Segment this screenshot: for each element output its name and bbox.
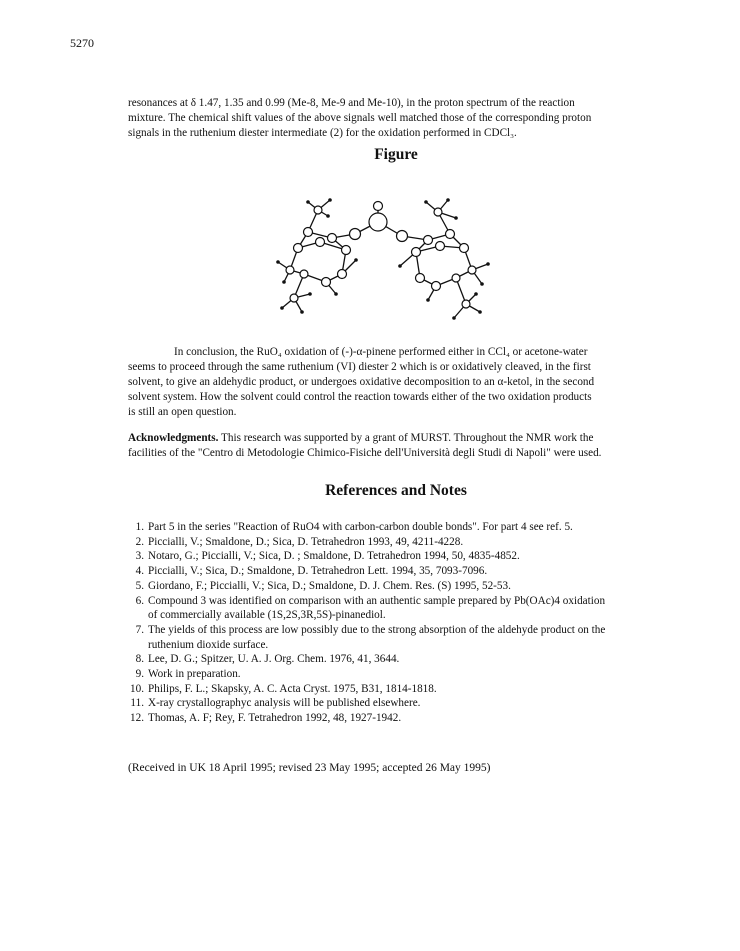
reference-item <box>128 594 668 623</box>
page-number: 5270 <box>70 36 94 50</box>
reference-text: Notaro, G.; Piccialli, V.; Sica, D. ; Smaldone, D. Tetrahedron 1994, 50, 4835-4852. <box>148 550 520 563</box>
reference-number: 11. <box>130 697 144 710</box>
reference-number: 12. <box>130 712 144 725</box>
received-dates: (Received in UK 18 April 1995; revised 23 May 1995; accepted 26 May 1995) <box>128 762 491 774</box>
references-heading: References and Notes <box>325 482 467 499</box>
conclusion-line: solvent system. How the solvent could control the reaction towards either of the two oxidation products <box>128 391 592 403</box>
reference-text: Compound 3 was identified on comparison with an authentic sample prepared by Pb(OAc)4 oxidation of commercially available (1S,2S,3R,5S)-pinanediol. <box>148 594 606 622</box>
conclusion-line: In conclusion, the RuO₄ oxidation of (-)-α-pinene performed either in CCl₄ or acetone-water <box>174 346 588 358</box>
reference-number: 2. <box>135 535 144 548</box>
reference-number: 8. <box>135 653 144 666</box>
intro-paragraph <box>128 96 664 141</box>
reference-number: 10. <box>130 682 144 695</box>
reference-item <box>128 549 668 564</box>
molecular-structure-figure <box>250 182 515 332</box>
conclusion-line: solvent, to give an aldehydic product, or undergoes oxidative decomposition to an α-ketol, in the second <box>128 376 595 388</box>
reference-number: 6. <box>135 594 144 607</box>
reference-item <box>128 652 668 667</box>
acknowledgments-line <box>128 431 664 446</box>
reference-item <box>128 564 668 579</box>
molecule-drawing <box>250 182 515 332</box>
reference-item <box>128 520 668 535</box>
reference-text: The yields of this process are low possibly due to the strong absorption of the aldehyde product on the ruthenium dioxide surface. <box>148 623 606 651</box>
conclusion-line: seems to proceed through the same ruthenium (VI) diester 2 which is or oxidatively cleaved, in the first <box>128 361 591 373</box>
reference-item <box>128 682 668 697</box>
reference-number: 3. <box>135 550 144 563</box>
reference-text: Giordano, F.; Piccialli, V.; Sica, D.; Smaldone, D. J. Chem. Res. (S) 1995, 52-53. <box>148 579 511 592</box>
reference-text: Work in preparation. <box>148 668 241 681</box>
reference-number: 5. <box>135 579 144 592</box>
reference-item <box>128 696 668 711</box>
reference-item <box>128 667 668 682</box>
reference-item <box>128 623 668 652</box>
acknowledgments-line: facilities of the "Centro di Metodologie Chimico-Fisiche dell'Università degli Studi di Napoli" were used. <box>128 447 602 459</box>
acknowledgments-text: This research was supported by a grant of MURST. Throughout the NMR work the <box>218 432 594 444</box>
conclusion-paragraph <box>128 345 664 420</box>
reference-item <box>128 711 668 726</box>
reference-text: Piccialli, V.; Sica, D.; Smaldone, D. Tetrahedron Lett. 1994, 35, 7093-7096. <box>148 565 488 578</box>
reference-text: X-ray crystallographyc analysis will be published elsewhere. <box>148 697 421 710</box>
reference-text: Part 5 in the series "Reaction of RuO4 with carbon-carbon double bonds". For part 4 see ref. 5. <box>148 521 573 533</box>
reference-text: Thomas, A. F; Rey, F. Tetrahedron 1992, 48, 1927-1942. <box>148 712 402 725</box>
intro-line: signals in the ruthenium diester intermediate (2) for the oxidation performed in CDCl₃. <box>128 127 517 139</box>
reference-text: Piccialli, V.; Smaldone, D.; Sica, D. Tetrahedron 1993, 49, 4211-4228. <box>148 535 464 548</box>
intro-line: mixture. The chemical shift values of the above signals well matched those of the corresponding proton <box>128 112 592 124</box>
references-list <box>128 520 668 726</box>
reference-item <box>128 535 668 550</box>
conclusion-line: is still an open question. <box>128 406 237 418</box>
reference-text: Lee, D. G.; Spitzer, U. A. J. Org. Chem. 1976, 41, 3644. <box>148 653 400 666</box>
reference-number: 9. <box>135 668 144 681</box>
acknowledgments-label: Acknowledgments. <box>128 432 219 444</box>
acknowledgments-paragraph <box>128 431 664 461</box>
intro-line: resonances at δ 1.47, 1.35 and 0.99 (Me-8, Me-9 and Me-10), in the proton spectrum of the reaction <box>128 97 575 109</box>
reference-text: Philips, F. L.; Skapsky, A. C. Acta Cryst. 1975, B31, 1814-1818. <box>148 682 437 695</box>
reference-number: 7. <box>135 623 144 636</box>
reference-number: 1. <box>135 521 144 533</box>
figure-heading: Figure <box>374 146 418 163</box>
reference-number: 4. <box>135 565 144 578</box>
reference-item <box>128 579 668 594</box>
